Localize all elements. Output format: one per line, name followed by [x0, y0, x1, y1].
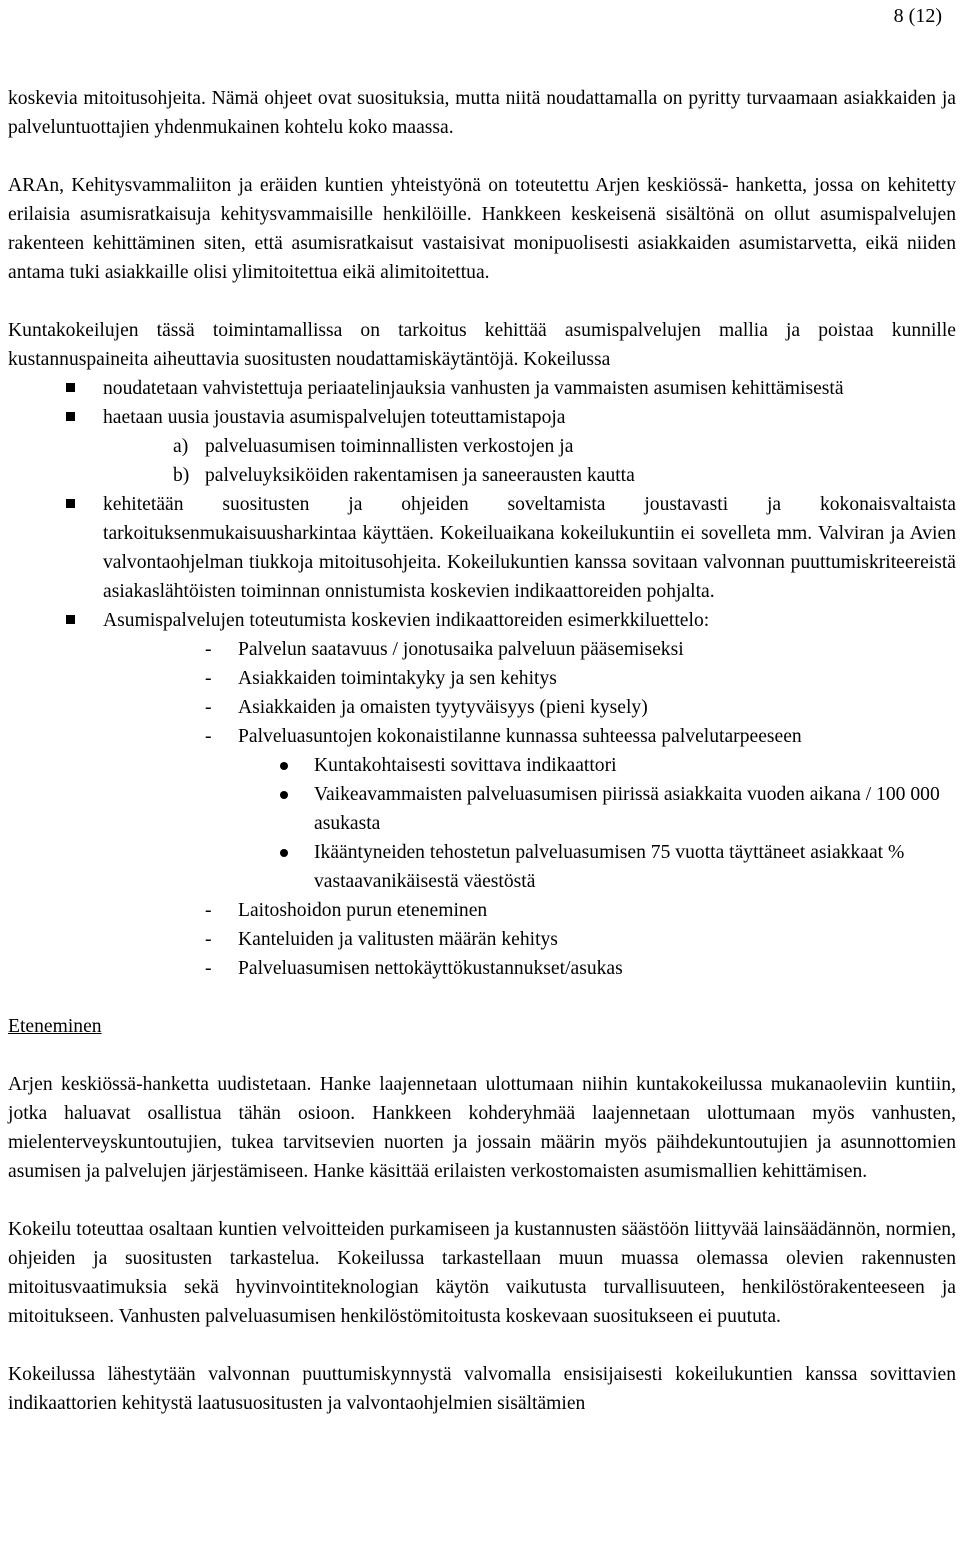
dash-marker: - — [205, 958, 212, 979]
indicator-text: Palvelun saatavuus / jonotusaika palveluun pääsemiseksi — [238, 639, 684, 660]
final-paragraph: Kokeilussa lähestytään valvonnan puuttumiskynnystä valvomalla ensisijaisesti kokeilukuntien kanssa sovittavien indikaattorien kehitystä laatusuositusten ja valvontaohjelmien sisältämien — [8, 1364, 956, 1414]
kokeilu-bullet-list — [8, 374, 956, 635]
kuntakokeilu-paragraph: Kuntakokeilujen tässä toimintamallissa on tarkoitus kehittää asumispalvelujen mallia ja poistaa kunnille kustannuspaineita aiheuttavia suositusten noudattamiskäytäntöjä. Kokeilussa — [8, 320, 956, 370]
sub-item-text: palveluyksiköiden rakentamisen ja saneerausten kautta — [205, 465, 635, 486]
section-heading-eteneminen: Eteneminen — [8, 1016, 102, 1037]
indicator-text: Laitoshoidon purun eteneminen — [238, 900, 488, 921]
indicator-item — [8, 925, 956, 954]
kokeilu-paragraph: Kokeilu toteuttaa osaltaan kuntien velvoitteiden purkamiseen ja kustannusten säästöön liittyvää lainsäädännön, normien, ohjeiden ja suositusten tarkastelua. Kokeilussa tarkastellaan muun muassa olemassa olevien rakennusten mitoitusvaatimuksia sekä hyvinvointiteknologian käytön vaikutusta turvallisuuteen, henkilöstörakenteeseen ja mitoitukseen. Vanhusten palveluasumisen henkilöstömitoitusta koskevaan suositukseen ei puututa. — [8, 1219, 956, 1327]
indicator-item — [8, 896, 956, 925]
sub-list-item — [8, 461, 956, 490]
indicator-text: Kanteluiden ja valitusten määrän kehitys — [238, 929, 558, 950]
list-item: Asumispalvelujen toteutumista koskevien indikaattoreiden esimerkkiluettelo: — [8, 606, 956, 635]
indicator-item — [8, 635, 956, 664]
intro-paragraph: koskevia mitoitusohjeita. Nämä ohjeet ovat suosituksia, mutta niitä noudattamalla on pyritty turvaamaan asiakkaiden ja palveluntuottajien yhdenmukainen kohtelu koko maassa. — [8, 88, 956, 138]
indicator-item — [8, 722, 956, 751]
indicator-text: Asiakkaiden toimintakyky ja sen kehitys — [238, 668, 557, 689]
indicator-text: Asiakkaiden ja omaisten tyytyväisyys (pieni kysely) — [238, 697, 648, 718]
indicator-sub-item: Ikääntyneiden tehostetun palveluasumisen 75 vuotta täyttäneet asiakkaat % vastaavanikäisestä väestöstä — [8, 838, 956, 896]
indicator-sub-item: Vaikeavammaisten palveluasumisen piirissä asiakkaita vuoden aikana / 100 000 asukasta — [8, 780, 956, 838]
sub-item-label: a) — [173, 436, 189, 457]
sub-list-item — [8, 432, 956, 461]
document-body — [8, 84, 956, 1418]
sub-item-text: palveluasumisen toiminnallisten verkostojen ja — [205, 436, 574, 457]
dash-marker: - — [205, 900, 212, 921]
list-item: kehitetään suositusten ja ohjeiden soveltamista joustavasti ja kokonaisvaltaista tarkoituksenmukaisuusharkintaa käyttäen. Kokeiluaikana kokeilukuntiin ei sovelleta mm. Valviran ja Avien valvontaohjelman tiukkoja mitoitusohjeita. Kokeilukuntien kanssa sovitaan valvonnan puuttumiskriteereistä asiakaslähtöisten toiminnan onnistumista koskevien indikaattoreiden pohjalta. — [8, 490, 956, 606]
dash-marker: - — [205, 639, 212, 660]
aran-paragraph: ARAn, Kehitysvammaliiton ja eräiden kuntien yhteistyönä on toteutettu Arjen keskiössä- hanketta, jossa on kehitetty erilaisia asumisratkaisuja kehitysvammaisille henkilöille. Hankkeen keskeisenä sisältönä on ollut asumispalvelujen rakenteen kehittäminen siten, että asumisratkaisut vastaisivat monipuolisesti asiakkaiden asumistarvetta, eikä niiden antama tuki asiakkaille olisi ylimitoitettua eikä alimitoitettua. — [8, 175, 956, 283]
dash-marker: - — [205, 668, 212, 689]
list-item: noudatetaan vahvistettuja periaatelinjauksia vanhusten ja vammaisten asumisen kehittämisestä — [8, 374, 956, 403]
indicator-text: Palveluasuntojen kokonaistilanne kunnassa suhteessa palvelutarpeeseen — [238, 726, 802, 747]
indicator-item — [8, 954, 956, 983]
dash-marker: - — [205, 697, 212, 718]
indicator-item — [8, 693, 956, 722]
eteneminen-paragraph: Arjen keskiössä-hanketta uudistetaan. Hanke laajennetaan ulottumaan niihin kuntakokeilussa mukanaoleviin kuntiin, jotka haluavat osallistua tähän osioon. Hankkeen kohderyhmää laajennetaan ulottumaan myös vanhusten, mielenterveyskuntoutujien, tukea tarvitsevien nuorten ja jossain määrin myös päihdekuntoutujien ja asunnottomien asumisen ja palvelujen järjestämiseen. Hanke käsittää erilaisten verkostomaisten asumismallien kehittämisen. — [8, 1074, 956, 1182]
indicator-item — [8, 664, 956, 693]
dash-marker: - — [205, 929, 212, 950]
indicator-text: Palveluasumisen nettokäyttökustannukset/asukas — [238, 958, 623, 979]
page-number: 8 (12) — [893, 5, 942, 27]
dash-marker: - — [205, 726, 212, 747]
sub-item-label: b) — [173, 465, 190, 486]
indicator-sub-item: Kuntakohtaisesti sovittava indikaattori — [8, 751, 956, 780]
list-item: haetaan uusia joustavia asumispalvelujen toteuttamistapoja — [8, 403, 956, 432]
